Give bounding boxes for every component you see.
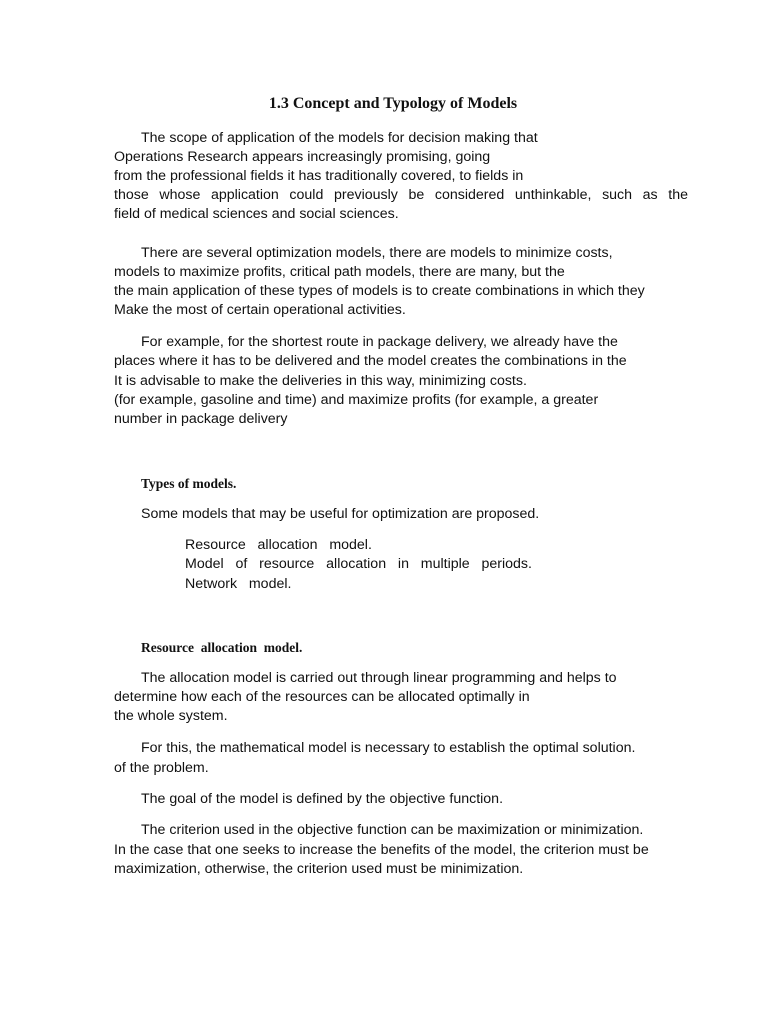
paragraph-4-line-3: the whole system.: [114, 708, 228, 724]
paragraph-1-line-1: The scope of application of the models for decision making that: [141, 130, 538, 146]
paragraph-1-line-2: Operations Research appears increasingly promising, going: [114, 149, 491, 165]
list-item: Model of resource allocation in multiple periods.: [185, 556, 532, 572]
page-title: 1.3 Concept and Typology of Models: [268, 95, 518, 112]
paragraph-7-line-1: The criterion used in the objective function can be maximization or minimization.: [141, 822, 644, 838]
paragraph-2-line-1: There are several optimization models, there are models to minimize costs,: [141, 245, 613, 261]
paragraph-2-line-2: models to maximize profits, critical path models, there are many, but the: [114, 264, 565, 280]
paragraph-1-line-5: field of medical sciences and social sciences.: [114, 206, 399, 222]
paragraph-2-line-3: the main application of these types of models is to create combinations in which they: [114, 283, 645, 299]
resource-allocation-heading: Resource allocation model.: [141, 640, 303, 655]
paragraph-4-line-2: determine how each of the resources can be allocated optimally in: [114, 689, 530, 705]
paragraph-1-line-4: those whose application could previously be considered unthinkable, such as the: [114, 187, 688, 203]
paragraph-5-line-2: of the problem.: [114, 760, 209, 776]
paragraph-6-line-1: The goal of the model is defined by the objective function.: [141, 791, 504, 807]
list-item: Resource allocation model.: [185, 537, 372, 553]
list-item: Network model.: [185, 576, 292, 592]
types-intro: Some models that may be useful for optimization are proposed.: [141, 506, 540, 522]
paragraph-3-line-5: number in package delivery: [114, 411, 288, 427]
paragraph-1-line-3: from the professional fields it has traditionally covered, to fields in: [114, 168, 524, 184]
paragraph-2-line-4: Make the most of certain operational activities.: [114, 302, 406, 318]
paragraph-7-line-2: In the case that one seeks to increase the benefits of the model, the criterion must be: [114, 842, 649, 858]
paragraph-4-line-1: The allocation model is carried out through linear programming and helps to: [141, 670, 617, 686]
paragraph-3-line-1: For example, for the shortest route in package delivery, we already have the: [141, 334, 618, 350]
paragraph-3-line-3: It is advisable to make the deliveries in this way, minimizing costs.: [114, 373, 527, 389]
paragraph-7-line-3: maximization, otherwise, the criterion used must be minimization.: [114, 861, 524, 877]
paragraph-3-line-4: (for example, gasoline and time) and maximize profits (for example, a greater: [114, 392, 599, 408]
paragraph-3-line-2: places where it has to be delivered and the model creates the combinations in the: [114, 353, 627, 369]
types-of-models-heading: Types of models.: [141, 476, 237, 491]
paragraph-5-line-1: For this, the mathematical model is necessary to establish the optimal solution.: [141, 740, 636, 756]
